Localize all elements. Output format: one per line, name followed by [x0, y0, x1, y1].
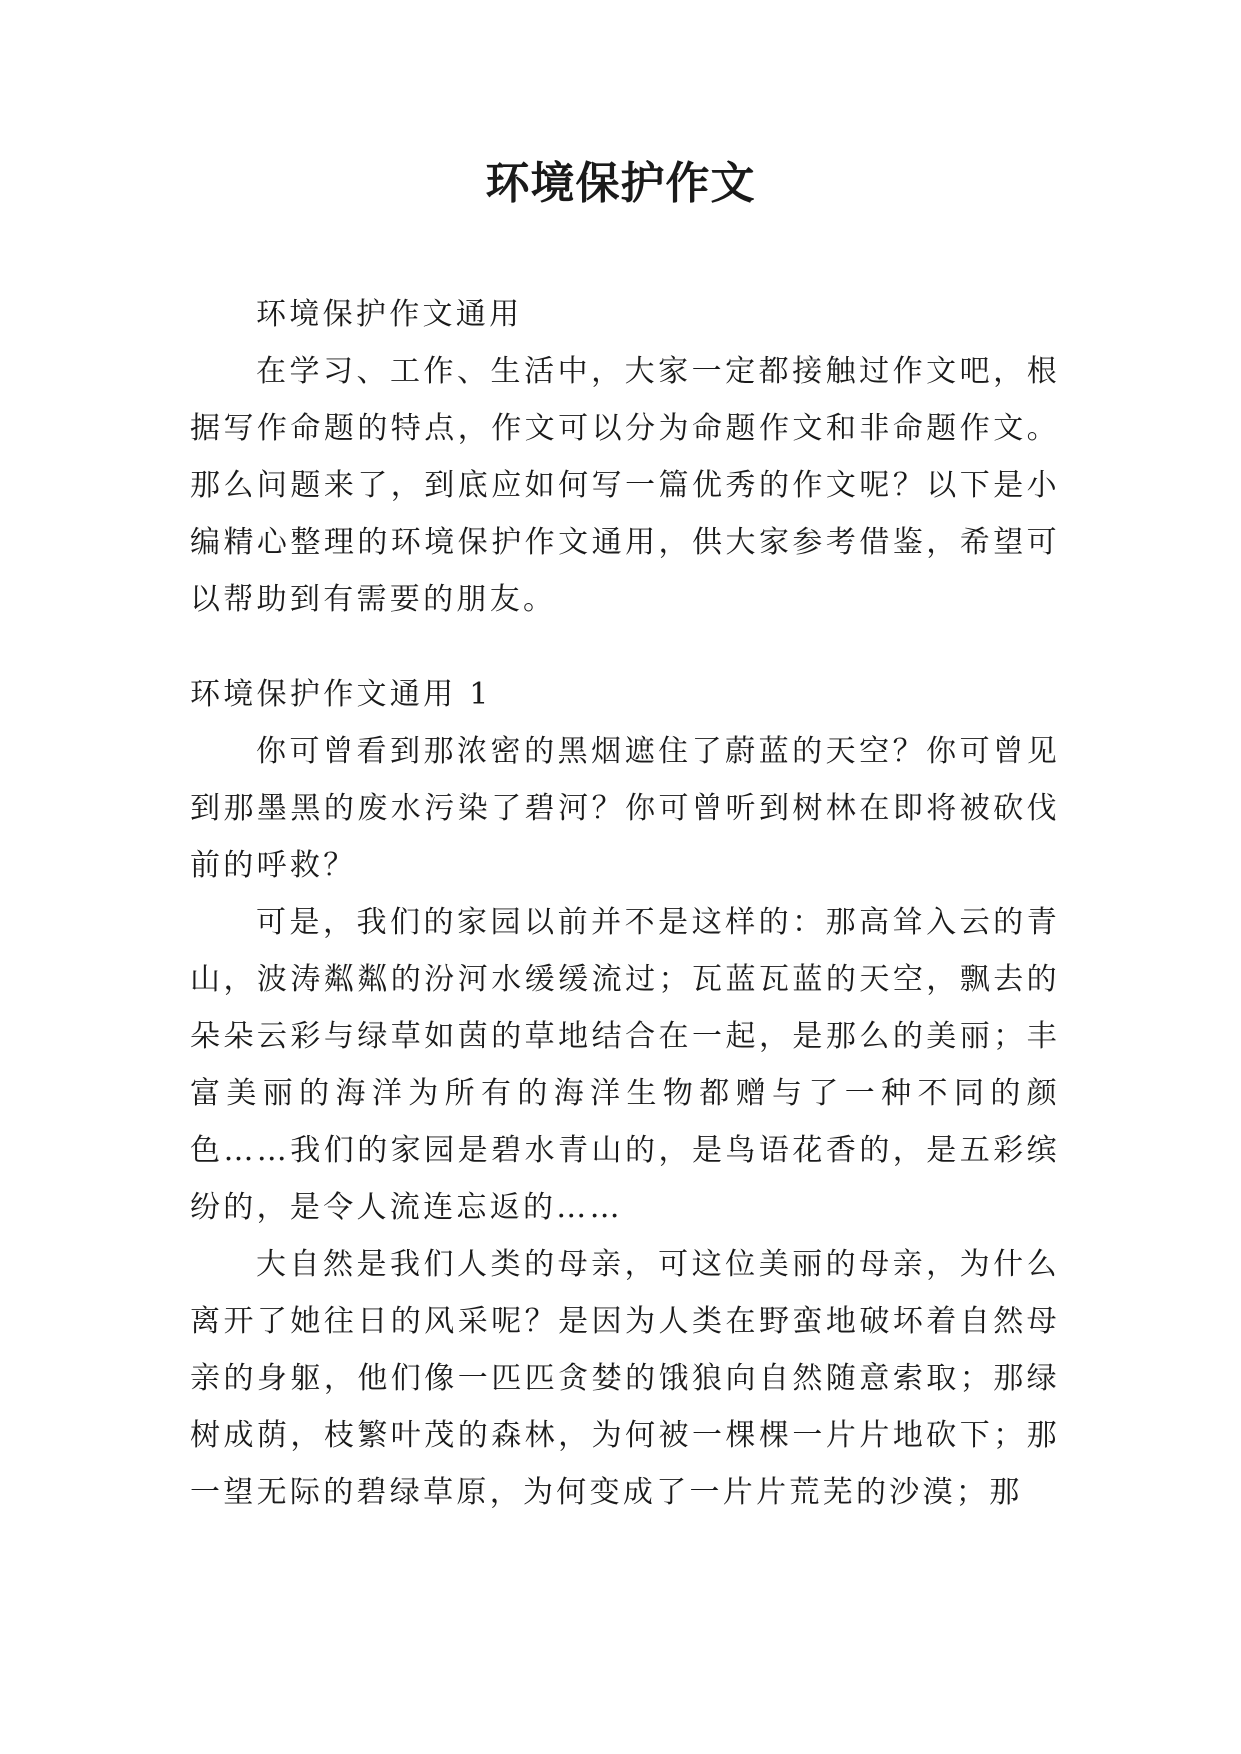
document-body [190, 286, 1060, 1521]
document-title: 环境保护作文 [485, 158, 756, 209]
intro-paragraph: 在学习、工作、生活中，大家一定都接触过作文吧，根据写作命题的特点，作文可以分为命题作文和非命题作文。那么问题来了，到底应如何写一篇优秀的作文呢？以下是小编精心整理的环境保护作文通用，供大家参考借鉴，希望可以帮助到有需要的朋友。 [190, 354, 1060, 617]
intro-subtitle: 环境保护作文通用 [256, 297, 523, 332]
section-spacer [190, 628, 1060, 666]
body-paragraph-3: 大自然是我们人类的母亲，可这位美丽的母亲，为什么离开了她往日的风采呢？是因为人类在野蛮地破坏着自然母亲的身躯，他们像一匹匹贪婪的饿狼向自然随意索取；那绿树成荫，枝繁叶茂的森林，为何被一棵棵一片片地砍下；那一望无际的碧绿草原，为何变成了一片片荒芜的沙漠；那 [190, 1247, 1060, 1510]
section-heading: 环境保护作文通用 1 [190, 677, 492, 712]
body-paragraph-1: 你可曾看到那浓密的黑烟遮住了蔚蓝的天空？你可曾见到那墨黑的废水污染了碧河？你可曾听到树林在即将被砍伐前的呼救？ [190, 734, 1060, 883]
body-paragraph-2: 可是，我们的家园以前并不是这样的：那高耸入云的青山，波涛粼粼的汾河水缓缓流过；瓦蓝瓦蓝的天空，飘去的朵朵云彩与绿草如茵的草地结合在一起，是那么的美丽；丰富美丽的海洋为所有的海洋生物都赠与了一种不同的颜色……我们的家园是碧水青山的，是鸟语花香的，是五彩缤纷的，是令人流连忘返的…… [190, 905, 1060, 1225]
